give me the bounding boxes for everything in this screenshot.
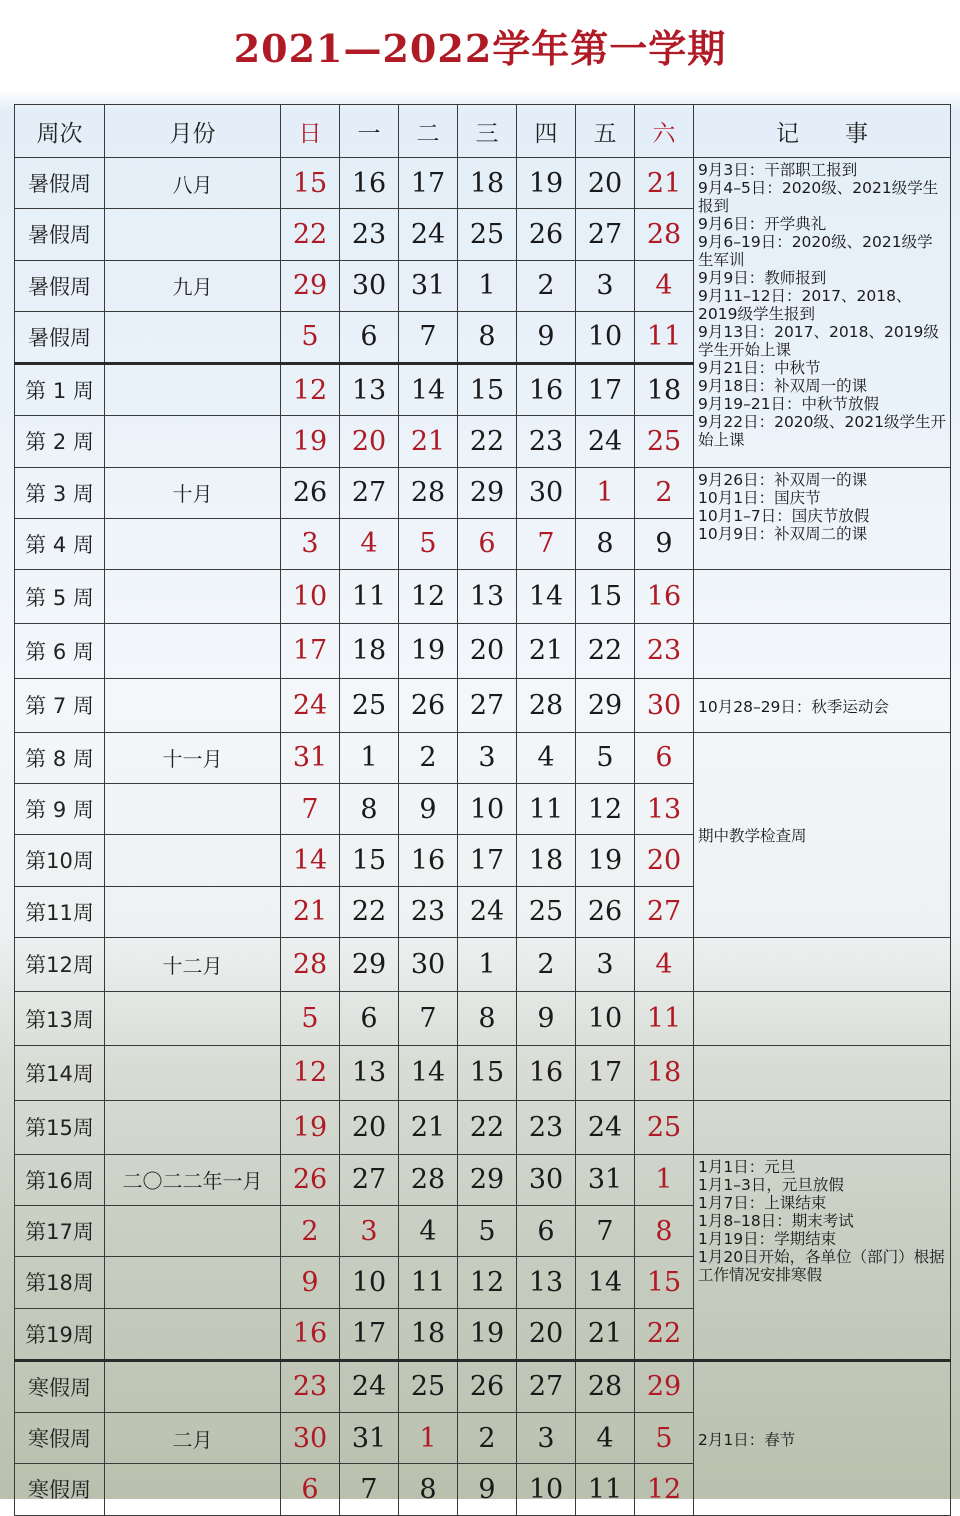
day-cell: 8 [635,1206,694,1257]
week-row [15,992,951,1046]
day-cell: 30 [635,678,694,732]
month-label [105,416,281,467]
day-cell: 4 [635,937,694,991]
day-cell: 4 [635,260,694,311]
day-cell: 17 [576,364,635,416]
week-row [15,1154,951,1205]
day-cell: 3 [281,518,340,569]
week-row [15,158,951,209]
day-cell: 28 [281,937,340,991]
day-cell: 23 [281,1360,340,1412]
notes-cell [694,937,951,991]
day-cell: 25 [399,1360,458,1412]
day-cell: 5 [281,311,340,363]
note-line: 1月7日：上课结束 [698,1193,827,1212]
day-cell: 27 [635,886,694,937]
week-label: 第16周 [15,1154,105,1205]
day-cell: 3 [576,937,635,991]
week-label: 第11周 [15,886,105,937]
day-cell: 15 [281,158,340,209]
month-label [105,518,281,569]
month-label [105,992,281,1046]
day-cell: 29 [576,678,635,732]
note-line: 9月6–19日：2020级、2021级学生军训 [698,233,933,269]
day-cell: 24 [399,209,458,260]
day-cell: 1 [635,1154,694,1205]
notes-cell [694,158,951,468]
note-line: 9月22日：2020级、2021级学生开始上课 [698,413,946,449]
day-cell: 23 [399,886,458,937]
day-cell: 20 [340,416,399,467]
week-row [15,1100,951,1154]
day-cell: 2 [458,1413,517,1464]
week-label: 第 7 周 [15,678,105,732]
day-cell: 23 [635,624,694,678]
week-row [15,937,951,991]
day-cell: 3 [517,1413,576,1464]
month-label [105,1100,281,1154]
day-cell: 21 [576,1308,635,1360]
day-cell: 22 [340,886,399,937]
day-cell: 17 [458,835,517,886]
day-cell: 30 [517,467,576,518]
day-cell: 1 [458,937,517,991]
day-cell: 26 [517,209,576,260]
week-label: 第 4 周 [15,518,105,569]
day-cell: 11 [635,992,694,1046]
day-cell: 14 [399,1046,458,1100]
note-line: 9月6日：开学典礼 [698,215,827,233]
notes-cell [694,1360,951,1515]
day-cell: 12 [281,1046,340,1100]
note-line: 9月18日：补双周一的课 [698,377,868,395]
day-cell: 6 [458,518,517,569]
note-line: 9月9日：教师报到 [698,269,827,287]
week-label: 第19周 [15,1308,105,1360]
day-cell: 27 [576,209,635,260]
week-label: 第14周 [15,1046,105,1100]
day-cell: 10 [281,570,340,624]
day-cell: 2 [517,260,576,311]
day-cell: 26 [458,1360,517,1412]
day-cell: 7 [340,1464,399,1515]
day-cell: 8 [399,1464,458,1515]
day-cell: 1 [399,1413,458,1464]
day-cell: 18 [399,1308,458,1360]
note-line: 9月26日：补双周一的课 [698,470,868,489]
day-cell: 24 [340,1360,399,1412]
day-cell: 28 [517,678,576,732]
day-cell: 7 [399,311,458,363]
week-label: 第 2 周 [15,416,105,467]
week-row [15,732,951,783]
day-cell: 21 [399,1100,458,1154]
week-label: 暑假周 [15,260,105,311]
week-row [15,1360,951,1412]
day-cell: 5 [458,1206,517,1257]
day-cell: 9 [517,311,576,363]
day-cell: 11 [635,311,694,363]
note-line: 9月19–21日：中秋节放假 [698,395,880,413]
day-cell: 26 [281,1154,340,1205]
day-cell: 14 [576,1257,635,1308]
day-cell: 22 [576,624,635,678]
day-cell: 22 [458,416,517,467]
month-label [105,1046,281,1100]
notes-cell [694,570,951,624]
day-cell: 19 [281,416,340,467]
day-cell: 27 [517,1360,576,1412]
day-cell: 12 [281,364,340,416]
week-label: 第10周 [15,835,105,886]
notes-cell [694,992,951,1046]
header-week: 周次 [15,105,105,158]
month-label [105,1257,281,1308]
note-line: 1月8–18日：期末考试 [698,1211,854,1230]
header-notes: 记 事 [694,105,951,158]
month-label [105,1206,281,1257]
day-cell: 12 [399,570,458,624]
week-row [15,467,951,518]
day-cell: 11 [576,1464,635,1515]
month-label: 九月 [105,260,281,311]
note-line: 9月4–5日：2020级、2021级学生报到 [698,179,939,215]
week-label: 第 1 周 [15,364,105,416]
day-cell: 25 [340,678,399,732]
day-cell: 27 [340,467,399,518]
month-label [105,1464,281,1515]
day-cell: 20 [458,624,517,678]
notes-cell [694,1046,951,1100]
month-label: 二〇二二年一月 [105,1154,281,1205]
day-cell: 2 [399,732,458,783]
day-cell: 18 [635,1046,694,1100]
note-line: 9月11–12日：2017、2018、2019级学生报到 [698,287,912,323]
day-cell: 13 [340,364,399,416]
note-line: 1月1–3日，元旦放假 [698,1175,844,1194]
month-label: 八月 [105,158,281,209]
calendar-table [14,104,951,1516]
day-cell: 1 [340,732,399,783]
note-line: 9月3日：干部职工报到 [698,161,858,179]
note-line: 10月1日：国庆节 [698,488,821,507]
day-cell: 17 [340,1308,399,1360]
day-cell: 25 [635,416,694,467]
day-cell: 9 [399,784,458,835]
day-cell: 27 [340,1154,399,1205]
day-cell: 17 [399,158,458,209]
note-line: 1月1日：元旦 [698,1157,796,1176]
header-wednesday: 三 [458,105,517,158]
week-label: 第13周 [15,992,105,1046]
day-cell: 12 [458,1257,517,1308]
month-label: 十一月 [105,732,281,783]
header-sunday: 日 [281,105,340,158]
note-line: 10月9日：补双周二的课 [698,524,868,543]
week-row [15,678,951,732]
day-cell: 7 [517,518,576,569]
notes-cell [694,1154,951,1360]
day-cell: 5 [576,732,635,783]
day-cell: 13 [340,1046,399,1100]
day-cell: 6 [635,732,694,783]
day-cell: 2 [635,467,694,518]
day-cell: 11 [517,784,576,835]
header-tuesday: 二 [399,105,458,158]
day-cell: 5 [281,992,340,1046]
day-cell: 20 [635,835,694,886]
week-row [15,570,951,624]
day-cell: 5 [635,1413,694,1464]
week-row [15,624,951,678]
month-label [105,886,281,937]
day-cell: 14 [517,570,576,624]
notes-cell [694,1100,951,1154]
notes-cell [694,624,951,678]
day-cell: 16 [517,1046,576,1100]
day-cell: 15 [458,1046,517,1100]
day-cell: 24 [576,416,635,467]
day-cell: 29 [281,260,340,311]
day-cell: 9 [517,992,576,1046]
day-cell: 8 [576,518,635,569]
day-cell: 8 [340,784,399,835]
day-cell: 12 [635,1464,694,1515]
day-cell: 9 [458,1464,517,1515]
day-cell: 8 [458,311,517,363]
week-label: 第 3 周 [15,467,105,518]
day-cell: 19 [281,1100,340,1154]
day-cell: 18 [517,835,576,886]
day-cell: 22 [635,1308,694,1360]
day-cell: 11 [399,1257,458,1308]
day-cell: 20 [517,1308,576,1360]
day-cell: 25 [458,209,517,260]
day-cell: 21 [281,886,340,937]
month-label: 十月 [105,467,281,518]
day-cell: 23 [517,416,576,467]
day-cell: 30 [281,1413,340,1464]
day-cell: 23 [517,1100,576,1154]
week-label: 寒假周 [15,1413,105,1464]
day-cell: 6 [517,1206,576,1257]
day-cell: 5 [399,518,458,569]
day-cell: 26 [576,886,635,937]
day-cell: 31 [340,1413,399,1464]
week-label: 第 6 周 [15,624,105,678]
day-cell: 11 [340,570,399,624]
week-label: 暑假周 [15,158,105,209]
day-cell: 10 [517,1464,576,1515]
day-cell: 29 [458,467,517,518]
month-label: 十二月 [105,937,281,991]
day-cell: 4 [576,1413,635,1464]
day-cell: 20 [576,158,635,209]
day-cell: 18 [458,158,517,209]
week-label: 第 8 周 [15,732,105,783]
day-cell: 6 [340,311,399,363]
week-label: 暑假周 [15,311,105,363]
day-cell: 10 [458,784,517,835]
day-cell: 27 [458,678,517,732]
header-monday: 一 [340,105,399,158]
day-cell: 24 [458,886,517,937]
day-cell: 18 [340,624,399,678]
day-cell: 30 [340,260,399,311]
day-cell: 18 [635,364,694,416]
day-cell: 25 [517,886,576,937]
note-line: 期中教学检查周 [698,827,807,846]
day-cell: 28 [576,1360,635,1412]
week-label: 第15周 [15,1100,105,1154]
day-cell: 2 [517,937,576,991]
day-cell: 6 [340,992,399,1046]
day-cell: 20 [340,1100,399,1154]
day-cell: 7 [281,784,340,835]
day-cell: 10 [576,311,635,363]
day-cell: 12 [576,784,635,835]
day-cell: 31 [399,260,458,311]
day-cell: 2 [281,1206,340,1257]
day-cell: 17 [576,1046,635,1100]
month-label [105,1308,281,1360]
day-cell: 15 [458,364,517,416]
day-cell: 15 [576,570,635,624]
month-label [105,311,281,363]
week-label: 第 9 周 [15,784,105,835]
day-cell: 24 [576,1100,635,1154]
header-month: 月份 [105,105,281,158]
day-cell: 24 [281,678,340,732]
day-cell: 16 [281,1308,340,1360]
day-cell: 19 [458,1308,517,1360]
day-cell: 28 [635,209,694,260]
day-cell: 30 [399,937,458,991]
day-cell: 16 [340,158,399,209]
month-label [105,835,281,886]
header-saturday: 六 [635,105,694,158]
month-label [105,1360,281,1412]
day-cell: 31 [281,732,340,783]
day-cell: 13 [517,1257,576,1308]
day-cell: 19 [399,624,458,678]
notes-cell [694,467,951,570]
day-cell: 14 [281,835,340,886]
notes-cell [694,678,951,732]
day-cell: 1 [458,260,517,311]
day-cell: 1 [576,467,635,518]
day-cell: 3 [340,1206,399,1257]
day-cell: 22 [458,1100,517,1154]
day-cell: 10 [340,1257,399,1308]
month-label [105,624,281,678]
day-cell: 26 [399,678,458,732]
day-cell: 21 [399,416,458,467]
month-label [105,209,281,260]
day-cell: 15 [635,1257,694,1308]
day-cell: 29 [340,937,399,991]
month-label [105,364,281,416]
day-cell: 7 [399,992,458,1046]
page-title: 2021—2022学年第一学期 [233,26,727,71]
day-cell: 13 [635,784,694,835]
week-label: 第12周 [15,937,105,991]
day-cell: 15 [340,835,399,886]
day-cell: 9 [281,1257,340,1308]
week-label: 第17周 [15,1206,105,1257]
day-cell: 17 [281,624,340,678]
day-cell: 3 [458,732,517,783]
note-line: 2月1日：春节 [698,1430,796,1449]
week-label: 第18周 [15,1257,105,1308]
day-cell: 3 [576,260,635,311]
week-row [15,1046,951,1100]
header-friday: 五 [576,105,635,158]
day-cell: 14 [399,364,458,416]
day-cell: 26 [281,467,340,518]
day-cell: 4 [340,518,399,569]
notes-cell [694,732,951,937]
day-cell: 29 [458,1154,517,1205]
note-line: 9月21日：中秋节 [698,359,821,377]
header-thursday: 四 [517,105,576,158]
week-label: 第 5 周 [15,570,105,624]
note-line: 10月28–29日：秋季运动会 [698,697,889,716]
day-cell: 10 [576,992,635,1046]
day-cell: 25 [635,1100,694,1154]
note-line: 9月13日：2017、2018、2019级学生开始上课 [698,323,939,359]
day-cell: 28 [399,1154,458,1205]
month-label: 二月 [105,1413,281,1464]
day-cell: 8 [458,992,517,1046]
day-cell: 31 [576,1154,635,1205]
day-cell: 4 [517,732,576,783]
day-cell: 4 [399,1206,458,1257]
note-line: 1月19日：学期结束 [698,1229,837,1248]
week-label: 暑假周 [15,209,105,260]
day-cell: 29 [635,1360,694,1412]
day-cell: 21 [517,624,576,678]
day-cell: 16 [517,364,576,416]
day-cell: 19 [517,158,576,209]
day-cell: 6 [281,1464,340,1515]
day-cell: 9 [635,518,694,569]
day-cell: 19 [576,835,635,886]
day-cell: 16 [635,570,694,624]
day-cell: 16 [399,835,458,886]
week-label: 寒假周 [15,1360,105,1412]
day-cell: 30 [517,1154,576,1205]
month-label [105,570,281,624]
day-cell: 23 [340,209,399,260]
day-cell: 22 [281,209,340,260]
header-row [15,105,951,158]
month-label [105,784,281,835]
day-cell: 28 [399,467,458,518]
day-cell: 13 [458,570,517,624]
note-line: 10月1–7日：国庆节放假 [698,506,870,525]
day-cell: 7 [576,1206,635,1257]
note-line: 1月20日开始，各单位（部门）根据工作情况安排寒假 [698,1247,945,1284]
month-label [105,678,281,732]
day-cell: 21 [635,158,694,209]
week-label: 寒假周 [15,1464,105,1515]
